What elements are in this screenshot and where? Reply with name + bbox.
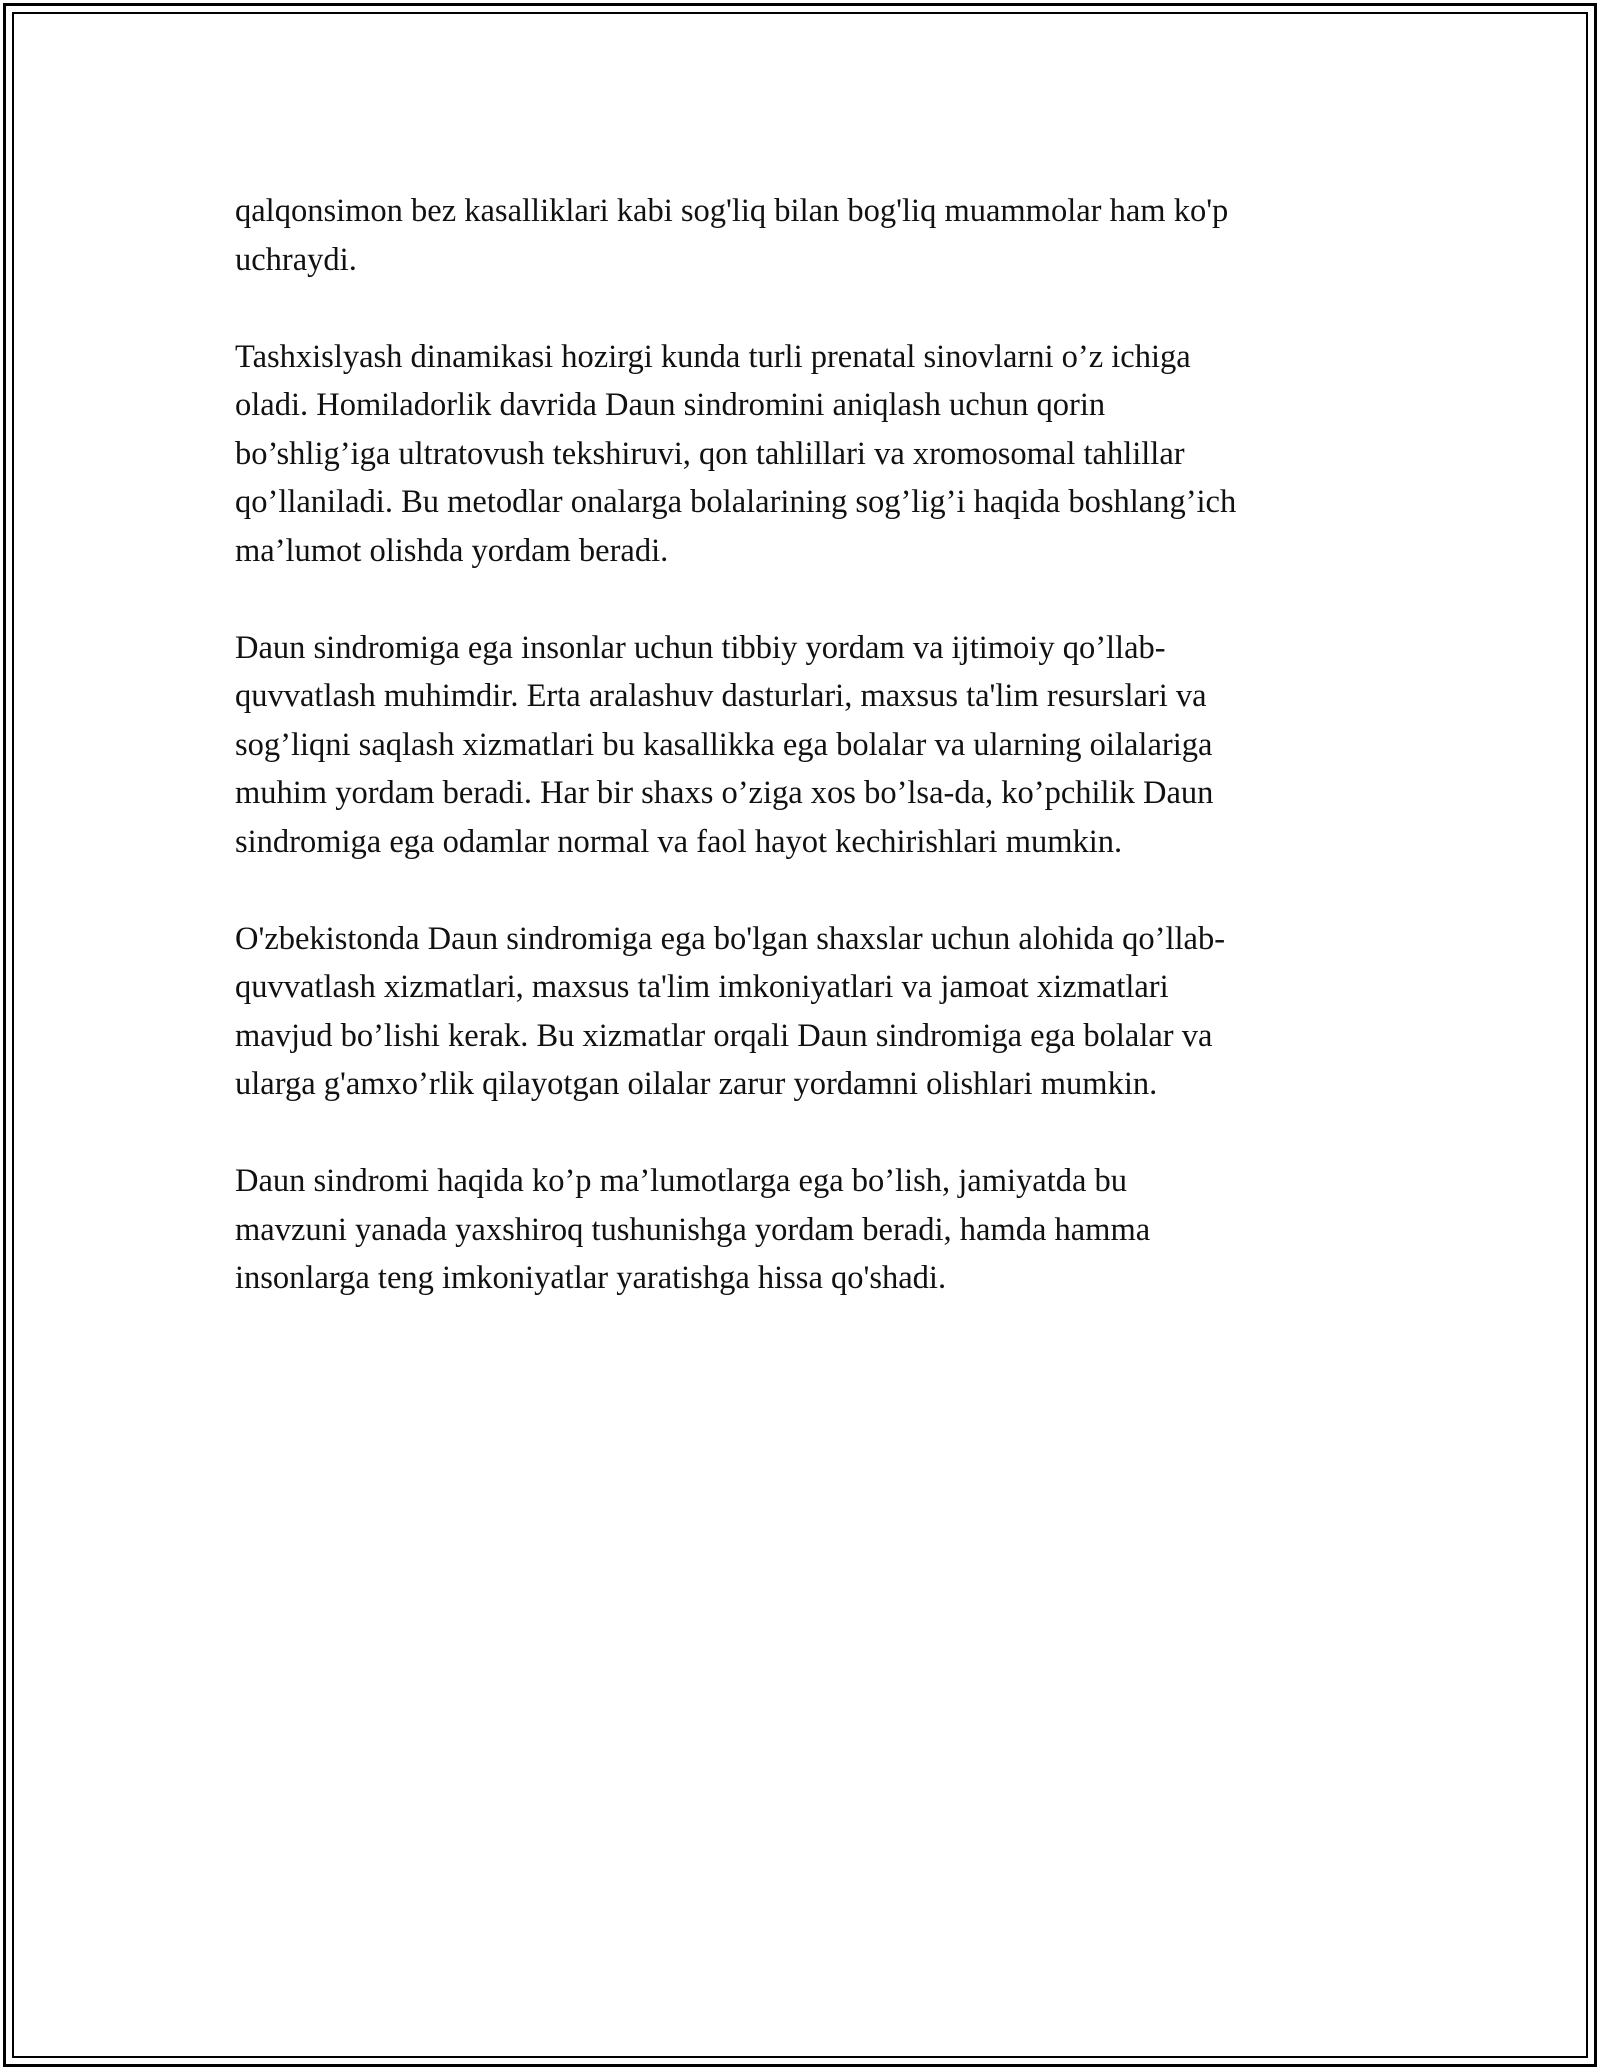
paragraph-1: qalqonsimon bez kasalliklari kabi sog'liq bilan bog'liq muammolar ham ko'p uchraydi.	[235, 193, 1229, 278]
paragraph-4: O'zbekistonda Daun sindromiga ega bo'lgan shaxslar uchun alohida qo’llab- quvvatlash xizmatlari, maxsus ta'lim imkoniyatlari va jamoat xizmatlari mavjud bo’lishi kerak. Bu xizmatlar orqali Daun sindromiga ega bolalar va ularga g'amxo’rlik qilayotgan oilalar zarur yordamni olishlari mumkin.	[235, 920, 1226, 1102]
paragraph-5: Daun sindromi haqida ko’p ma’lumotlarga ega bo’lish, jamiyatda bu mavzuni yanada yaxshiroq tushunishga yordam beradi, hamda hamma insonlarga teng imkoniyatlar yaratishga hissa qo'shadi.	[235, 1163, 1151, 1296]
paragraph-2: Tashxislyash dinamikasi hozirgi kunda turli prenatal sinovlarni o’z ichiga oladi. Homiladorlik davrida Daun sindromini aniqlash uchun qorin bo’shlig’iga ultratovush tekshiruvi, qon tahlillari va xromosomal tahlillar qo’llaniladi. Bu metodlar onalarga bolalarining sog’lig’i haqida boshlang’ich ma’lumot olishda yordam beradi.	[235, 338, 1237, 569]
paragraph-3: Daun sindromiga ega insonlar uchun tibbiy yordam va ijtimoiy qo’llab- quvvatlash muhimdir. Erta aralashuv dasturlari, maxsus ta'lim resurslari va sog’liqni saqlash xizmatlari bu kasallikka ega bolalar va ularning oilalariga muhim yordam beradi. Har bir shaxs o’ziga xos bo’lsa-da, ko’pchilik Daun sindromiga ega odamlar normal va faol hayot kechirishlari mumkin.	[235, 629, 1214, 860]
document-body	[235, 187, 1385, 1351]
